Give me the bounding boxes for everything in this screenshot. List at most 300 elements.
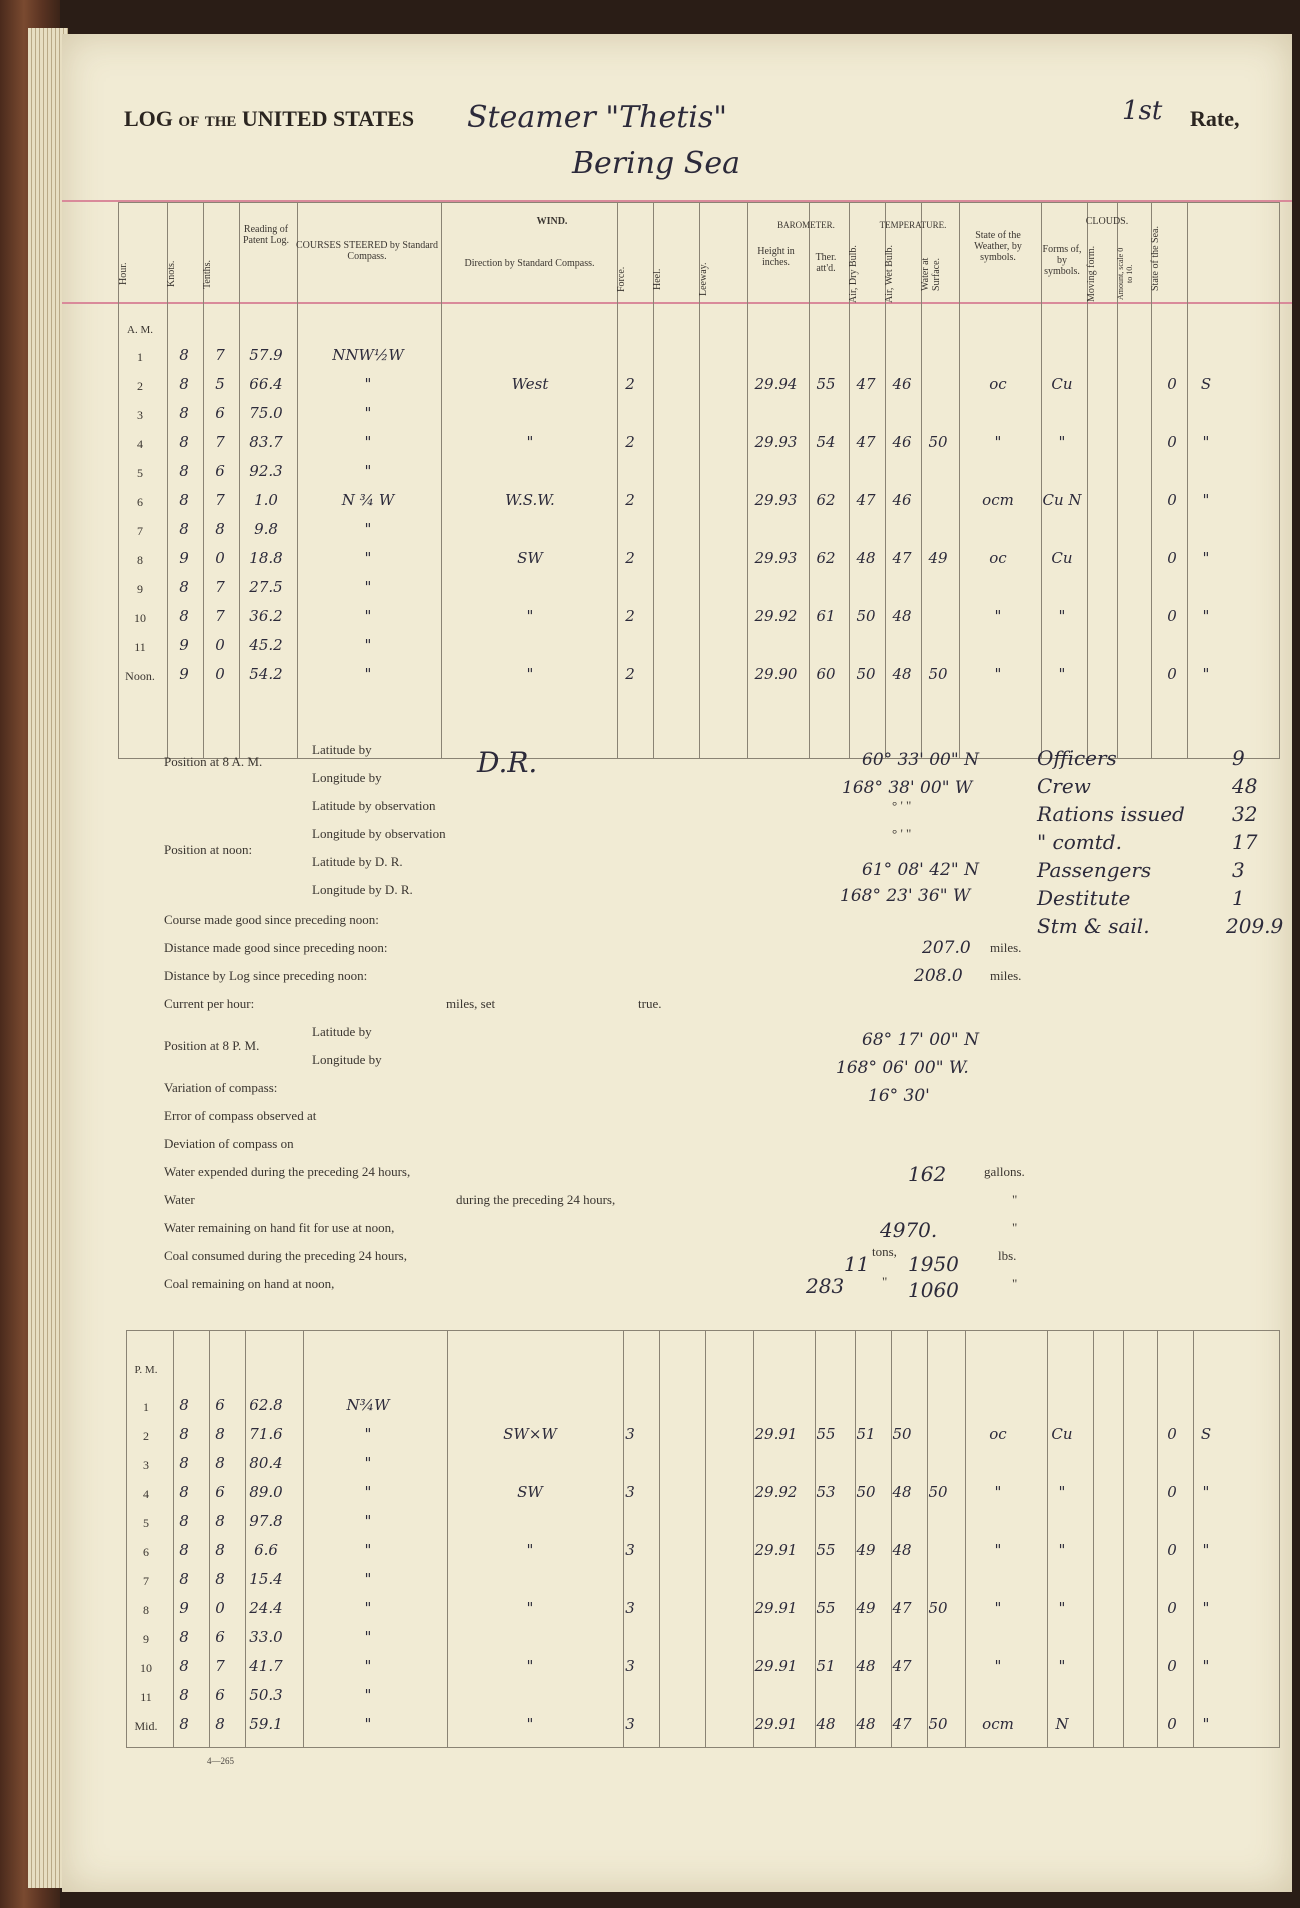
note-value: 3 [1232,858,1245,882]
air-wet-cell: 47 [892,549,912,567]
hour-label: 3 [143,1458,149,1472]
thermometer-cell: 62 [816,549,836,567]
course-cell: " [364,1541,372,1559]
col-knots: Knots. [166,260,177,288]
sea-state-cell: " [1202,549,1210,567]
note-value: 1 [1232,886,1245,910]
cloud-forms-cell: N [1055,1715,1069,1733]
hour-label: 3 [137,408,143,422]
hour-label: 11 [140,1690,152,1704]
water-ditto: " [1012,1192,1018,1207]
thermometer-cell: 62 [816,491,836,509]
tenths-cell: 0 [215,665,225,683]
water-expended-value: 162 [908,1162,947,1186]
barometer-cell: 29.93 [754,433,798,451]
knots-cell: 8 [179,404,189,422]
sea-state-cell: " [1202,1715,1210,1733]
col-courses: COURSES STEERED by Standard Compass. [296,240,438,262]
pos-8pm-lat-label: Latitude by [312,1024,372,1039]
wind-direction-cell: " [526,665,534,683]
dr-note: D.R. [477,746,538,779]
dist-good-value: 207.0 [922,938,971,958]
tenths-cell: 0 [215,636,225,654]
note-label: Crew [1037,774,1091,798]
course-cell: " [364,549,372,567]
note-value: 48 [1232,774,1258,798]
knots-cell: 8 [179,1541,189,1559]
lon-obs-blank: ° ' " [892,826,912,841]
water-period-label: during the preceding 24 hours, [456,1192,616,1207]
tenths-cell: 7 [215,1657,225,1675]
patent-log-cell: 1.0 [254,491,278,509]
column-rule [173,1331,174,1747]
column-rule [245,1331,246,1747]
note-value: 32 [1232,802,1258,826]
note-value: 9 [1232,746,1245,770]
tenths-cell: 0 [215,549,225,567]
water-temp-cell: 50 [928,1483,948,1501]
wind-direction-cell: " [526,433,534,451]
col-ther-attd: Ther. att'd. [815,252,837,274]
wind-force-cell: 3 [625,1425,635,1443]
wind-direction-cell: " [526,1715,534,1733]
pos-8pm-lat: 68° 17' 00" N [862,1030,979,1050]
water-temp-cell: 50 [928,1599,948,1617]
deviation-label: Deviation of compass on [164,1136,294,1151]
hour-label: 4 [137,437,143,451]
knots-cell: 8 [179,1628,189,1646]
cloud-amount-cell: 0 [1167,491,1177,509]
patent-log-cell: 9.8 [254,520,278,538]
course-cell: " [364,1454,372,1472]
knots-cell: 8 [179,1570,189,1588]
coal-remaining-ditto: " [882,1274,888,1289]
patent-log-cell: 75.0 [249,404,283,422]
cloud-amount-cell: 0 [1167,665,1177,683]
hour-label: 2 [137,379,143,393]
patent-log-cell: 6.6 [254,1541,278,1559]
cloud-forms-cell: " [1058,1483,1066,1501]
patent-log-cell: 41.7 [249,1657,283,1675]
note-label: Rations issued [1037,802,1185,826]
hour-label: 2 [143,1429,149,1443]
patent-log-cell: 27.5 [249,578,283,596]
hour-label: 6 [143,1545,149,1559]
tenths-cell: 6 [215,1483,225,1501]
water-temp-cell: 50 [928,433,948,451]
knots-cell: 8 [179,1686,189,1704]
knots-cell: 9 [179,549,189,567]
column-rule [441,203,442,758]
col-cloud-amount: Amount, scale 0 to 10. [1116,247,1134,301]
patent-log-cell: 57.9 [249,346,283,364]
column-rule [855,1331,856,1747]
wind-force-cell: 2 [625,549,635,567]
column-rule [1123,1331,1124,1747]
am-label: A. M. [127,324,153,336]
water-remaining-ditto: " [1012,1220,1018,1235]
coal-consumed-lbs: 1950 [908,1252,959,1276]
hour-label: 4 [143,1487,149,1501]
tenths-cell: 7 [215,491,225,509]
sea-state-cell: S [1200,375,1212,393]
wind-direction-cell: SW [517,1483,543,1501]
coal-consumed-tons: 11 [844,1252,870,1276]
wind-force-cell: 3 [625,1483,635,1501]
lat-dr-label: Latitude by D. R. [312,854,403,869]
course-cell: " [364,1686,372,1704]
dist-good-unit: miles. [990,940,1022,955]
hour-label: 6 [137,495,143,509]
wind-force-cell: 3 [625,1541,635,1559]
pos-8pm-lon: 168° 06' 00" W. [836,1058,969,1078]
wind-direction-cell: W.S.W. [505,491,555,509]
air-dry-cell: 49 [856,1541,876,1559]
col-air-wet: Air, Wet Bulb. [884,244,895,304]
hour-label: 7 [137,524,143,538]
cloud-amount-cell: 0 [1167,1715,1177,1733]
cloud-forms-cell: Cu [1051,375,1073,393]
wind-force-cell: 2 [625,433,635,451]
lbs-unit: lbs. [998,1248,1017,1263]
cloud-amount-cell: 0 [1167,1541,1177,1559]
weather-cell: " [994,1657,1002,1675]
barometer-cell: 29.91 [754,1425,798,1443]
air-dry-cell: 50 [856,665,876,683]
current-true-label: true. [638,996,662,1011]
water-remaining-label: Water remaining on hand fit for use at noon, [164,1220,395,1235]
air-wet-cell: 47 [892,1715,912,1733]
water-expended-label: Water expended during the preceding 24 hours, [164,1164,411,1179]
note-value: 209.9 [1226,914,1284,938]
cloud-forms-cell: Cu N [1042,491,1082,509]
note-label: Destitute [1037,886,1131,910]
hour-label: 8 [137,553,143,567]
thermometer-cell: 55 [816,375,836,393]
air-wet-cell: 47 [892,1657,912,1675]
noon-lat: 61° 08' 42" N [862,860,979,880]
tenths-cell: 8 [215,1425,225,1443]
course-cell: " [364,578,372,596]
tenths-cell: 0 [215,1599,225,1617]
knots-cell: 8 [179,346,189,364]
col-tenths: Tenths. [202,259,213,289]
course-cell: " [364,404,372,422]
knots-cell: 8 [179,1425,189,1443]
air-dry-cell: 48 [856,1657,876,1675]
patent-log-cell: 54.2 [249,665,283,683]
wind-force-cell: 2 [625,491,635,509]
current-label: Current per hour: [164,996,255,1011]
current-set-label: miles, set [446,996,496,1011]
column-rule [1157,1331,1158,1747]
col-reading: Reading of Patent Log. [242,224,290,246]
course-cell: " [364,1425,372,1443]
barometer-cell: 29.91 [754,1541,798,1559]
tenths-cell: 6 [215,404,225,422]
coal-remaining-lbs-ditto: " [1012,1276,1018,1291]
sea-state-cell: " [1202,433,1210,451]
title-prefix: LOG of the [124,106,237,131]
tenths-cell: 8 [215,1570,225,1588]
cloud-amount-cell: 0 [1167,607,1177,625]
patent-log-cell: 83.7 [249,433,283,451]
knots-cell: 8 [179,1715,189,1733]
col-cloud-forms: Forms of, by symbols. [1042,244,1082,277]
course-cell: " [364,1657,372,1675]
wind-direction-cell: SW [517,549,543,567]
air-dry-cell: 47 [856,491,876,509]
hour-label: 1 [143,1400,149,1414]
column-rule [891,1331,892,1747]
wind-direction-cell: " [526,1541,534,1559]
sea-state-cell: " [1202,1599,1210,1617]
coal-consumed-label: Coal consumed during the preceding 24 hours, [164,1248,407,1263]
barometer-cell: 29.91 [754,1715,798,1733]
thermometer-cell: 55 [816,1599,836,1617]
knots-cell: 8 [179,1512,189,1530]
cloud-forms-cell: " [1058,433,1066,451]
wind-force-cell: 3 [625,1657,635,1675]
knots-cell: 8 [179,1483,189,1501]
course-cell: " [364,520,372,538]
col-leeway: Leeway. [698,262,709,296]
sea-state-cell: " [1202,1657,1210,1675]
error-label: Error of compass observed at [164,1108,317,1123]
air-wet-cell: 48 [892,1541,912,1559]
water-label: Water [164,1192,195,1207]
wind-force-cell: 3 [625,1715,635,1733]
sea-state-cell: " [1202,607,1210,625]
tenths-cell: 6 [215,1628,225,1646]
air-dry-cell: 50 [856,607,876,625]
weather-cell: " [994,433,1002,451]
tenths-cell: 7 [215,607,225,625]
col-weather: State of the Weather, by symbols. [974,230,1022,263]
course-cell: " [364,1512,372,1530]
weather-cell: " [994,665,1002,683]
knots-cell: 9 [179,665,189,683]
knots-cell: 8 [179,607,189,625]
cloud-forms-cell: " [1058,1541,1066,1559]
patent-log-cell: 45.2 [249,636,283,654]
weather-cell: " [994,1599,1002,1617]
hour-label: 10 [140,1661,152,1675]
hour-label: Mid. [134,1719,158,1733]
log-title [124,106,414,132]
thermometer-cell: 48 [816,1715,836,1733]
coal-remaining-label: Coal remaining on hand at noon, [164,1276,335,1291]
cloud-forms-cell: Cu [1051,1425,1073,1443]
weather-cell: oc [989,549,1007,567]
air-dry-cell: 47 [856,375,876,393]
course-cell: " [364,1628,372,1646]
column-rule [1047,1331,1048,1747]
hour-label: 11 [134,640,146,654]
gallons-unit: gallons. [984,1164,1025,1179]
course-cell: " [364,1715,372,1733]
weather-cell: oc [989,375,1007,393]
weather-cell: " [994,607,1002,625]
hour-label: 9 [143,1632,149,1646]
air-wet-cell: 48 [892,1483,912,1501]
tons-unit: tons, [872,1244,897,1259]
tenths-cell: 7 [215,578,225,596]
course-cell: " [364,433,372,451]
column-rule [705,1331,706,1747]
lon-obs-label: Longitude by observation [312,826,446,841]
course-cell: " [364,1483,372,1501]
course-cell: N¾W [346,1396,390,1414]
pm-label: P. M. [134,1364,158,1376]
pos-noon-label: Position at noon: [164,842,253,857]
water-temp-cell: 49 [928,549,948,567]
patent-log-cell: 80.4 [249,1454,283,1472]
column-rule [927,1331,928,1747]
wind-direction-cell: West [511,375,549,393]
dist-good-label: Distance made good since preceding noon: [164,940,388,955]
tenths-cell: 7 [215,346,225,364]
course-cell: " [364,665,372,683]
noon-lon: 168° 23' 36" W [840,886,971,906]
cloud-amount-cell: 0 [1167,1657,1177,1675]
log-page [62,34,1292,1892]
cloud-amount-cell: 0 [1167,375,1177,393]
dist-log-value: 208.0 [914,966,963,986]
column-rule [815,1331,816,1747]
cloud-amount-cell: 0 [1167,1599,1177,1617]
variation-label: Variation of compass: [164,1080,278,1095]
dist-log-label: Distance by Log since preceding noon: [164,968,368,983]
course-cell: " [364,636,372,654]
pos-8am-label: Position at 8 A. M. [164,754,263,769]
knots-cell: 9 [179,636,189,654]
knots-cell: 8 [179,462,189,480]
hour-label: Noon. [125,669,155,683]
course-cell: " [364,375,372,393]
barometer-cell: 29.93 [754,549,798,567]
hour-label: 5 [137,466,143,480]
lat-obs-blank: ° ' " [892,798,912,813]
weather-cell: " [994,1483,1002,1501]
dist-log-unit: miles. [990,968,1022,983]
knots-cell: 9 [179,1599,189,1617]
barometer-cell: 29.92 [754,1483,798,1501]
barometer-cell: 29.90 [754,665,798,683]
title-united-states: UNITED STATES [241,106,415,131]
wind-direction-cell: " [526,1657,534,1675]
col-force: Force. [616,266,627,292]
wind-force-cell: 2 [625,607,635,625]
hour-label: 8 [143,1603,149,1617]
cloud-forms-cell: " [1058,665,1066,683]
water-temp-cell: 50 [928,665,948,683]
hour-label: 9 [137,582,143,596]
sea-state-cell: " [1202,1541,1210,1559]
col-bar-height: Height in inches. [757,246,795,268]
tenths-cell: 8 [215,1715,225,1733]
knots-cell: 8 [179,375,189,393]
knots-cell: 8 [179,1396,189,1414]
barometer-cell: 29.91 [754,1657,798,1675]
air-wet-cell: 50 [892,1425,912,1443]
pos-8am-lon-label: Longitude by [312,770,382,785]
col-wind-direction: Direction by Standard Compass. [464,258,595,269]
tenths-cell: 8 [215,1512,225,1530]
col-heel: Heel. [652,268,663,290]
hour-label: 1 [137,350,143,364]
column-rule [209,1331,210,1747]
water-remaining-value: 4970. [880,1218,938,1242]
wind-direction-cell: " [526,607,534,625]
note-label: Passengers [1037,858,1152,882]
col-temperature: TEMPERATURE. [879,220,947,230]
col-wind: WIND. [536,216,568,227]
col-water-surface: Water at Surface. [920,257,942,291]
column-rule [1193,1331,1194,1747]
knots-cell: 8 [179,1454,189,1472]
barometer-cell: 29.94 [754,375,798,393]
tenths-cell: 5 [215,375,225,393]
patent-log-cell: 92.3 [249,462,283,480]
thermometer-cell: 54 [816,433,836,451]
tenths-cell: 6 [215,462,225,480]
vessel-name: Steamer "Thetis" [467,100,728,135]
column-rule [447,1331,448,1747]
col-clouds: CLOUDS. [1085,216,1129,227]
weather-cell: ocm [982,1715,1014,1733]
air-dry-cell: 47 [856,433,876,451]
air-wet-cell: 48 [892,607,912,625]
thermometer-cell: 55 [816,1541,836,1559]
weather-cell: ocm [982,491,1014,509]
tenths-cell: 8 [215,1454,225,1472]
wind-force-cell: 2 [625,665,635,683]
patent-log-cell: 15.4 [249,1570,283,1588]
column-rule [965,1331,966,1747]
lat-obs-label: Latitude by observation [312,798,436,813]
course-cell: " [364,462,372,480]
rate-label: Rate, [1190,106,1240,131]
column-rule [659,1331,660,1747]
cloud-forms-cell: " [1058,607,1066,625]
patent-log-cell: 18.8 [249,549,283,567]
knots-cell: 8 [179,578,189,596]
air-dry-cell: 48 [856,1715,876,1733]
cloud-amount-cell: 0 [1167,1425,1177,1443]
coal-remaining-lbs: 1060 [908,1278,959,1302]
cloud-amount-cell: 0 [1167,1483,1177,1501]
column-rule [1093,1331,1094,1747]
sea-state-cell: " [1202,665,1210,683]
air-dry-cell: 51 [856,1425,876,1443]
thermometer-cell: 55 [816,1425,836,1443]
col-hour: Hour. [118,262,129,286]
column-rule [623,1331,624,1747]
air-dry-cell: 50 [856,1483,876,1501]
patent-log-cell: 50.3 [249,1686,283,1704]
vessel-rank: 1st [1122,96,1163,126]
air-wet-cell: 46 [892,433,912,451]
column-rule [1187,203,1188,758]
col-barometer: BAROMETER. [777,220,835,230]
tenths-cell: 6 [215,1686,225,1704]
tenths-cell: 7 [215,433,225,451]
air-wet-cell: 47 [892,1599,912,1617]
col-sea-state: State of the Sea. [1150,226,1161,292]
column-rule [303,1331,304,1747]
pos-8am-lon: 168° 38' 00" W [842,778,973,798]
